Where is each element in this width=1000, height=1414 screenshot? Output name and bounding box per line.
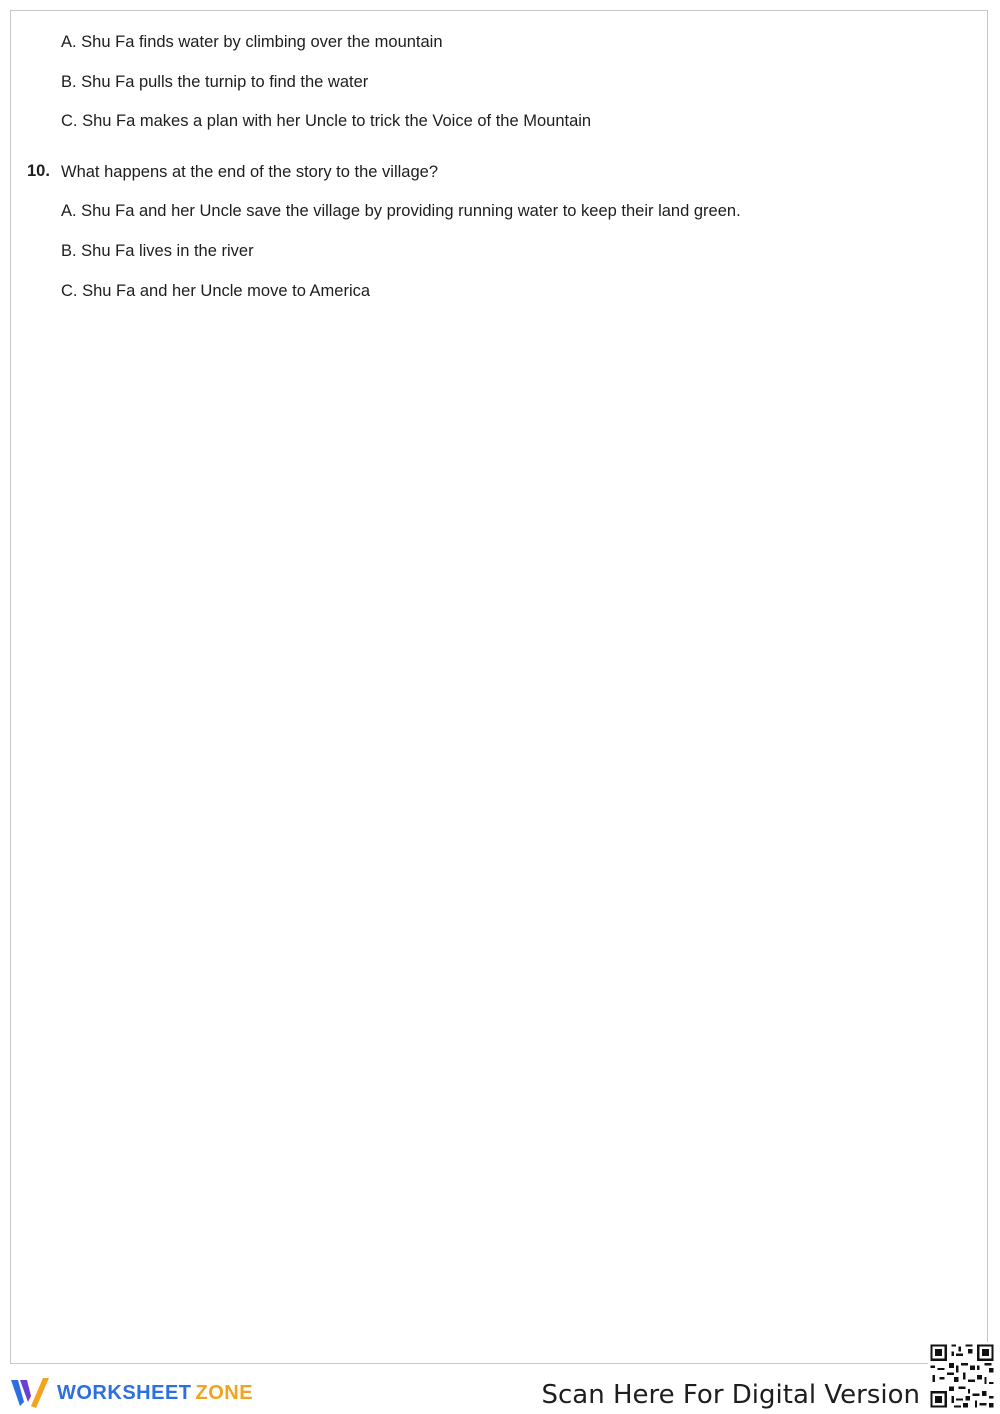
scan-here-text: Scan Here For Digital Version — [541, 1380, 920, 1410]
question-10-number: 10. — [27, 162, 50, 180]
brand-name-part2: ZONE — [195, 1381, 254, 1404]
brand-name-part1: WORKSHEET — [57, 1381, 192, 1404]
q9-option-c[interactable]: C. Shu Fa makes a plan with her Uncle to trick the Voice of the Mountain — [61, 112, 592, 130]
q9-option-a[interactable]: A. Shu Fa finds water by climbing over the mountain — [61, 33, 443, 51]
question-10-text: What happens at the end of the story to the village? — [61, 163, 438, 181]
q10-option-b[interactable]: B. Shu Fa lives in the river — [61, 242, 254, 260]
q10-option-a[interactable]: A. Shu Fa and her Uncle save the village by providing running water to keep their land green. — [61, 202, 741, 220]
worksheetzone-w-icon — [9, 1376, 49, 1410]
qr-code-icon[interactable] — [928, 1342, 996, 1410]
brand-name — [57, 1382, 253, 1405]
q10-option-c[interactable]: C. Shu Fa and her Uncle move to America — [61, 282, 371, 300]
q9-option-b[interactable]: B. Shu Fa pulls the turnip to find the water — [61, 73, 369, 91]
worksheetzone-logo[interactable] — [9, 1376, 253, 1410]
